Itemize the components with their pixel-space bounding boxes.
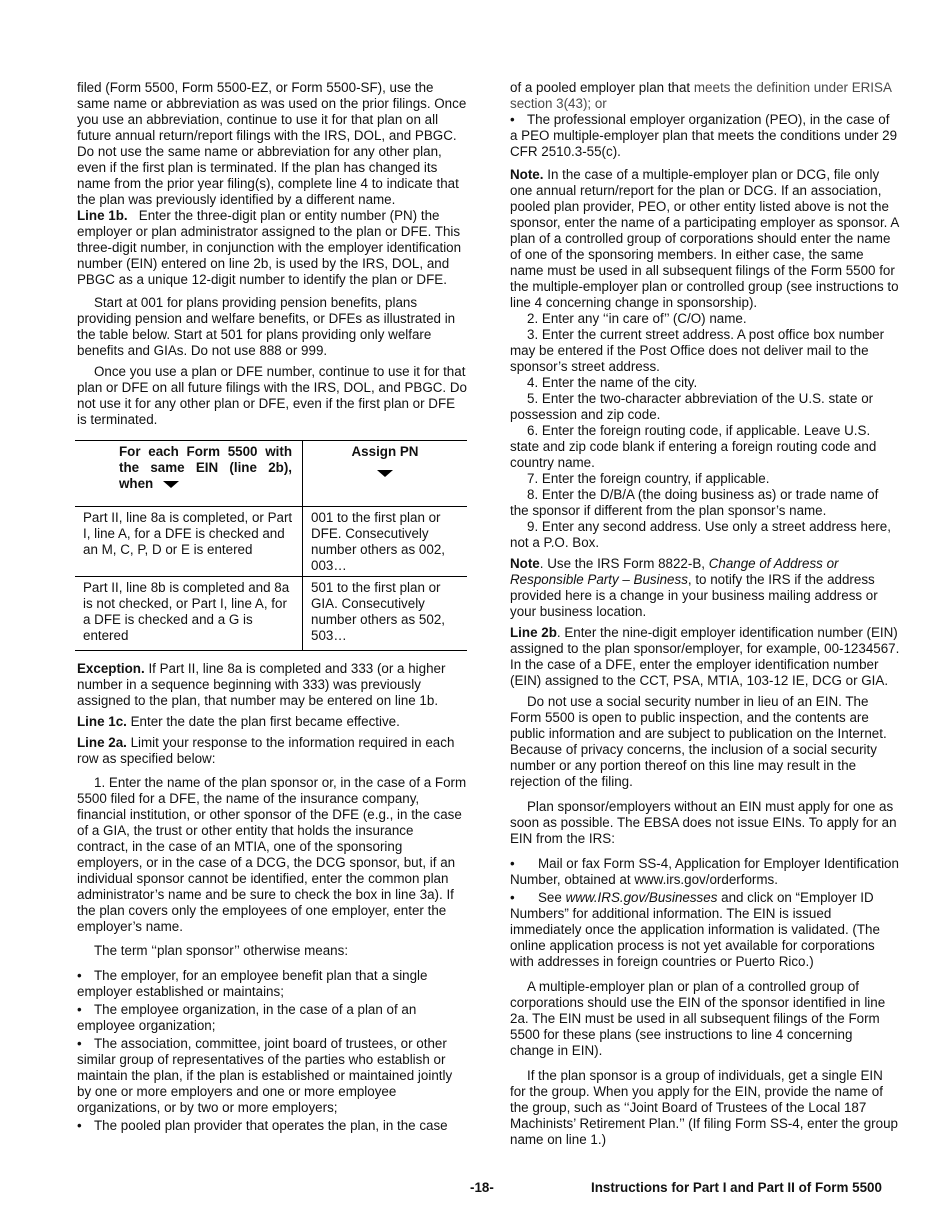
bullet-icon: • (77, 968, 82, 983)
continuation-text-gray: meets the definition under ERISA section 3(43); or (510, 80, 892, 111)
list-item: 6. Enter the foreign routing code, if applicable. Leave U.S. state and zip code blank if entering a foreign routing code and country name. (510, 423, 877, 470)
line-1b-paragraph (77, 208, 467, 288)
pn-table-header-assign-text: Assign PN (351, 444, 419, 459)
list-item (510, 890, 900, 970)
page-number: -18- (470, 1180, 494, 1195)
exception-paragraph (77, 661, 467, 709)
line-2b-paragraph (510, 625, 900, 689)
bullet-icon: • (510, 890, 515, 905)
line-1c-paragraph (77, 714, 467, 730)
bullet-icon: • (510, 112, 515, 127)
note-2-text: . Use the IRS Form 8822-B, (539, 556, 705, 571)
line-1c-heading: Line 1c. (77, 714, 127, 729)
list-item (510, 856, 900, 888)
table-row (75, 507, 467, 577)
list-item: 9. Enter any second address. Use only a street address here, not a P.O. Box. (510, 519, 891, 550)
table-row (75, 577, 467, 651)
list-item-text: The pooled plan provider that operates the plan, in the case (94, 1118, 448, 1133)
line-2a-paragraph (77, 735, 467, 767)
list-item (77, 1002, 467, 1034)
form-8822b-title: Change of Address or Responsible Party – Business (510, 556, 839, 587)
list-item: 4. Enter the name of the city. (527, 375, 698, 390)
list-item: 5. Enter the two-character abbreviation of the U.S. state or possession and zip code. (510, 391, 874, 422)
down-arrow-icon (163, 481, 179, 488)
list-item: 3. Enter the current street address. A post office box number may be entered if the Post Office does not deliver mail to the sponsor’s street address. (510, 327, 885, 374)
line-2a-text: Limit your response to the information required in each row as specified below: (77, 735, 455, 766)
plan-sponsor-term: The term ‘‘plan sponsor’’ otherwise means: (94, 943, 349, 958)
list-item (77, 1036, 467, 1116)
pn-table-header-assign (303, 441, 468, 507)
bullet-icon: • (510, 856, 515, 871)
list-item-text: See (538, 890, 562, 905)
list-item-text: Mail or fax Form SS-4, Application for Employer Identification Number, obtained at www.irs.gov/orderforms. (510, 856, 899, 887)
note-2-heading: Note (510, 556, 540, 571)
start-paragraph: Start at 001 for plans providing pension benefits, plans providing pension and welfare benefits, or DFEs as illustrated in the table below. Start at 501 for plans providing only welfare benefits and GIAs. Do not use 888 or 999. (77, 295, 456, 358)
left-column (77, 80, 467, 1136)
line-2b-text: . Enter the nine-digit employer identification number (EIN) assigned to the plan sponsor/employer, for example, 00-1234567. In the case of a DFE, enter the employer identification number (EIN) assigned to the CCT, PSA, MTIA, 103-12 IE, DCG or GIA. (510, 625, 900, 688)
note-2-text-end: , to notify the IRS if the address provided here is a change in your business mailing address or your business location. (510, 572, 878, 619)
pn-table-condition-cell: Part II, line 8b is completed and 8a is not checked, or Part I, line A, for a DFE is checked and a G is entered (75, 577, 303, 651)
exception-text: If Part II, line 8a is completed and 333 (or a higher number in a sequence beginning with 333) was previously assigned to the plan, that number may be entered on line 1b. (77, 661, 446, 708)
bullet-icon: • (77, 1036, 82, 1051)
note-1-text: In the case of a multiple-employer plan or DCG, file only one annual return/report for the plan or DCG. If an association, pooled plan provider, PEO, or other entity listed above is not the sponsor, enter the name of a participating employer as sponsor. A plan of a controlled group of corporations should enter the name of one of the sponsoring members. In either case, the same name must be used in all subsequent filings of the Form 5500 for the multiple-employer plan or controlled group (see instructions to line 4 concerning change in sponsorship). (510, 167, 899, 310)
bullet-icon: • (77, 1118, 82, 1133)
list-item-text-end: and click on “Employer ID Numbers” for additional information. The EIN is issued immediately once the application information is validated. (The online application process is not yet available for corporations with addresses in foreign countries or Puerto Rico.) (510, 890, 880, 969)
list-item-text: The employee organization, in the case of a plan of an employee organization; (77, 1002, 417, 1033)
intro-paragraph: filed (Form 5500, Form 5500-EZ, or Form 5500-SF), use the same name or abbreviation as was used on the prior filings. Once you use an abbreviation, continue to use it for that plan on all future annual return/report filings with the IRS, DOL, and PBGC. Do not use the same name or abbreviation for any other plan, even if the first plan is terminated. If the plan has changed its name from the prior year filing(s), complete line 4 to indicate that the plan was previously identified by a different name. (77, 80, 467, 207)
note-1-heading: Note. (510, 167, 544, 182)
bullet-icon: • (77, 1002, 82, 1017)
pn-table (75, 440, 467, 651)
list-item-text: The professional employer organization (PEO), in the case of a PEO multiple-employer plan that meets the conditions under 29 CFR 2510.3-55(c). (510, 112, 898, 159)
right-column (510, 80, 900, 1153)
list-item (77, 1118, 467, 1134)
item-1-paragraph: 1. Enter the name of the plan sponsor or, in the case of a Form 5500 filed for a DFE, the name of the insurance company, financial institution, or other sponsor of the DFE (e.g., in the case of a GIA, the trust or other entity that holds the insurance contract, in the case of an MTIA, one of the sponsoring employers, or in the case of a DCG, the DCG sponsor, but, if an individual sponsor cannot be identified, enter the common plan administrator’s name and be sure to check the box in line 3a). If the plan covers only the employees of one employer, enter the employer’s name. (77, 775, 467, 934)
pn-table-header-condition (75, 441, 303, 507)
line-2a-heading: Line 2a. (77, 735, 127, 750)
list-item: 8. Enter the D/B/A (the doing business as) or trade name of the sponsor if different from the plan sponsor’s name. (510, 487, 879, 518)
pn-table-header-condition-text: For each Form 5500 with the same EIN (line 2b), when (119, 444, 292, 491)
multi-employer-paragraph: A multiple-employer plan or plan of a controlled group of corporations should use the EIN of the sponsor identified in line 2a. The EIN must be used in all subsequent filings of the Form 5500 for these plans (see instructions to line 4 concerning change in EIN). (510, 979, 886, 1058)
group-paragraph: If the plan sponsor is a group of individuals, get a single EIN for the group. When you apply for the EIN, provide the name of the group, such as ‘‘Joint Board of Trustees of the Local 187 Machinists’ Retirement Plan.’’ (If filing Form SS-4, enter the group name on line 1.) (510, 1068, 898, 1147)
document-title: Instructions for Part I and Part II of Form 5500 (591, 1180, 882, 1195)
continuation-text: of a pooled employer plan that (510, 80, 691, 95)
list-item-text: The employer, for an employee benefit plan that a single employer established or maintains; (77, 968, 428, 999)
pooled-plan-continuation (510, 80, 900, 112)
pn-table-pn-cell: 501 to the first plan or GIA. Consecutively number others as 502, 503… (303, 577, 468, 651)
line-2b-heading: Line 2b (510, 625, 557, 640)
line-1b-heading: Line 1b. (77, 208, 128, 223)
list-item (510, 112, 900, 160)
line-1c-text: Enter the date the plan first became effective. (130, 714, 400, 729)
line-1b-text: Enter the three-digit plan or entity number (PN) the employer or plan administrator assigned to the plan or DFE. This three-digit number, in conjunction with the employer identification number (EIN) entered on line 2b, is used by the IRS, DOL, and PBGC as a unique 12-digit number to identify the plan or DFE. (77, 208, 462, 287)
list-item (77, 968, 467, 1000)
irs-businesses-link[interactable]: www.IRS.gov/Businesses (565, 890, 718, 905)
list-item: 2. Enter any ‘‘in care of’’ (C/O) name. (527, 311, 747, 326)
list-item-text: The association, committee, joint board of trustees, or other similar group of representatives of the parties who establish or maintain the plan, if the plan is established or maintained jointly by one or more employers and one or more employee organizations, or by two or more employers; (77, 1036, 453, 1115)
list-item: 7. Enter the foreign country, if applicable. (527, 471, 770, 486)
once-paragraph: Once you use a plan or DFE number, continue to use it for that plan or DFE on all future filings with the IRS, DOL, and PBGC. Do not use it for any other plan or DFE, even if the first plan or DFE is terminated. (77, 364, 467, 427)
note-2-paragraph (510, 556, 900, 620)
down-arrow-icon (377, 470, 393, 477)
apply-paragraph: Plan sponsor/employers without an EIN must apply for one as soon as possible. The EBSA does not issue EINs. To apply for an EIN from the IRS: (510, 799, 897, 846)
exception-heading: Exception. (77, 661, 145, 676)
pn-table-pn-cell: 001 to the first plan or DFE. Consecutively number others as 002, 003… (303, 507, 468, 577)
pn-table-condition-cell: Part II, line 8a is completed, or Part I, line A, for a DFE is checked and an M, C, P, D or E is entered (75, 507, 303, 577)
ssn-paragraph: Do not use a social security number in lieu of an EIN. The Form 5500 is open to public inspection, and the contents are public information and are subject to publication on the Internet. Because of privacy concerns, the inclusion of a social security number or any portion thereof on this line may result in the rejection of the filing. (510, 694, 887, 789)
note-1-paragraph (510, 167, 900, 311)
